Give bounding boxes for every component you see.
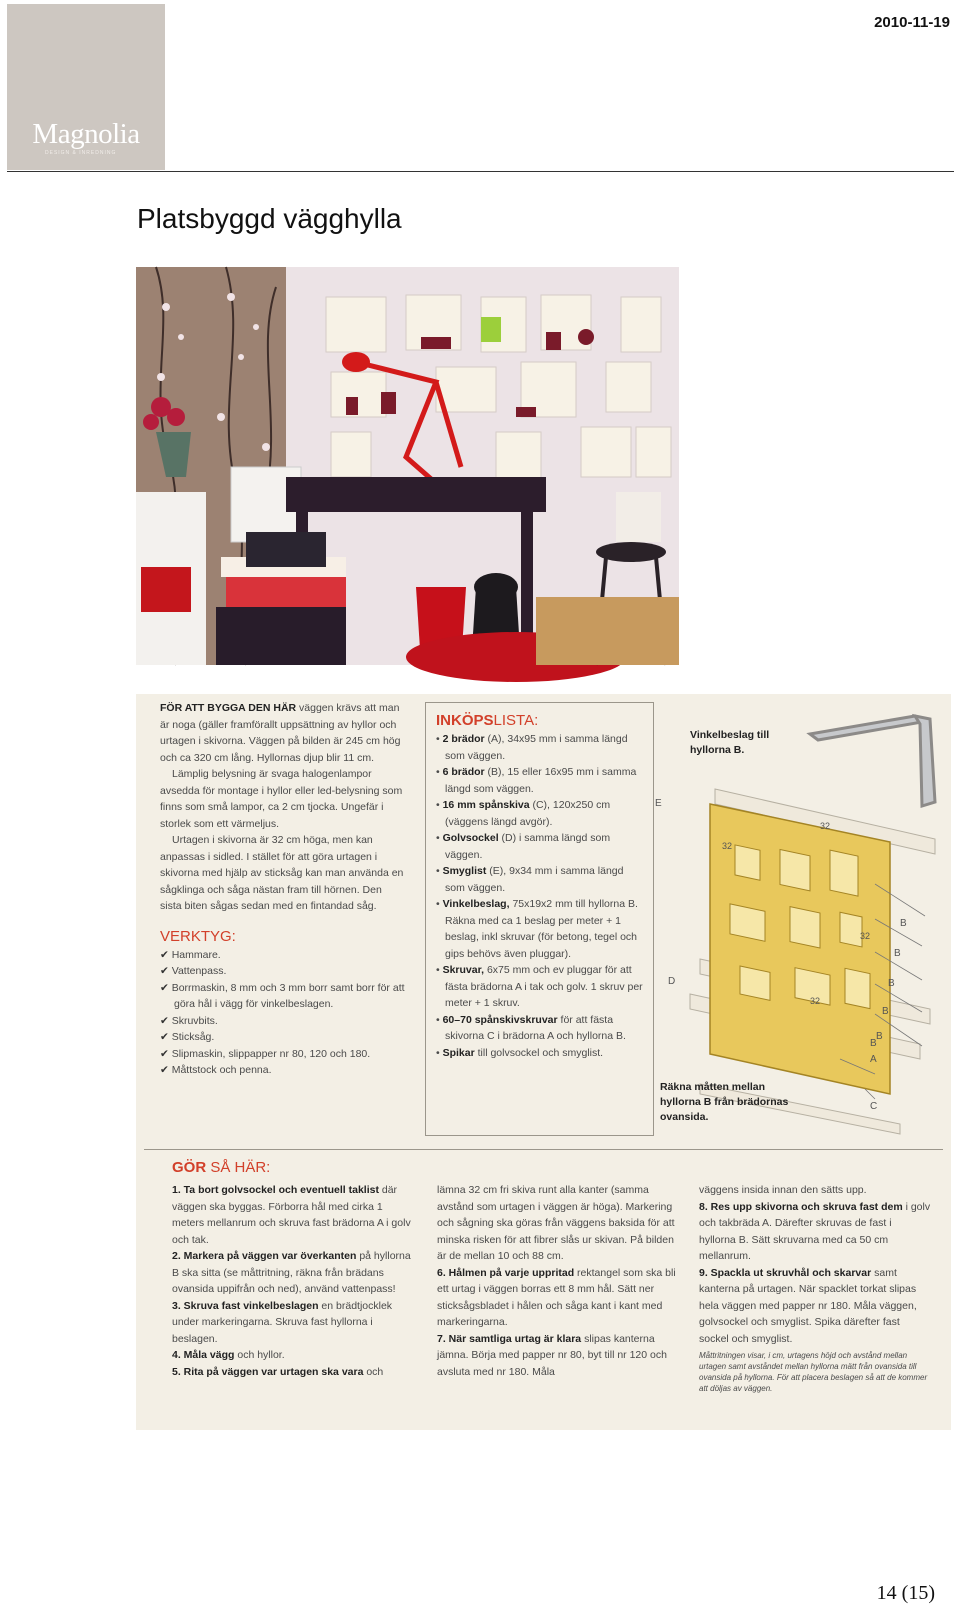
howto-step [172, 1182, 415, 1248]
howto-step-lead: 7. När samtliga urtag är klara [437, 1332, 582, 1345]
bracket-label: Vinkelbeslag till hyllorna B. [690, 729, 770, 756]
shelf-diagram-svg [655, 694, 951, 1138]
tool-item-text: Skruvbits. [171, 1014, 218, 1027]
tool-item-text: Måttstock och penna. [171, 1064, 272, 1076]
logo-tagline: DESIGN & INREDNING [45, 150, 117, 156]
shopping-heading-bold: INKÖPS [436, 712, 494, 729]
letter-a: A [870, 1054, 877, 1065]
bullet-icon: • [436, 898, 443, 910]
howto-step [437, 1265, 680, 1331]
howto-step [172, 1364, 415, 1381]
page-title: Platsbyggd vägghylla [137, 203, 402, 234]
howto-step-text: och hyllor. [234, 1349, 285, 1361]
measure-label: Räkna måtten mellan hyllorna B från brädornas ovansida. [660, 1081, 789, 1123]
tool-item [160, 1046, 405, 1063]
logo-wordmark: Magnolia [32, 118, 140, 150]
checkmark-icon: ✔ [160, 981, 172, 994]
howto-column-2 [437, 1182, 680, 1380]
shelf-diagram [655, 694, 951, 1138]
shopping-item-name: Spikar [442, 1046, 475, 1059]
measure-right: 32 [860, 931, 871, 941]
shopping-item [436, 1045, 644, 1062]
interior-photo [136, 267, 679, 665]
shopping-item-name: Vinkelbeslag, [442, 898, 510, 910]
howto-step-lead: 5. Rita på väggen var urtagen ska vara [172, 1365, 364, 1378]
tool-item-text: Vattenpass. [171, 965, 227, 977]
shopping-item-detail: (A), 34x95 mm i samma längd som väggen. [445, 733, 628, 762]
bullet-icon: • [436, 1013, 443, 1026]
howto-heading-rest: SÅ HÄR: [206, 1159, 271, 1176]
checkmark-icon: ✔ [160, 948, 172, 961]
howto-step [172, 1248, 415, 1298]
howto-column-1 [172, 1182, 415, 1380]
tool-item [160, 947, 405, 964]
howto-step-lead: 9. Spackla ut skruvhål och skarvar [699, 1266, 872, 1279]
tools-list [160, 947, 405, 1079]
shopping-item-name: 60–70 spånskivskruvar [442, 1013, 558, 1026]
letter-d: D [668, 976, 676, 987]
section-divider [144, 1149, 943, 1150]
shopping-items [436, 731, 644, 1061]
howto-step [699, 1199, 931, 1265]
tool-item-text: Borrmaskin, 8 mm och 3 mm borr samt borr för att göra hål i vägg för vinkelbeslagen. [171, 981, 405, 1010]
tool-item-text: Sticksåg. [171, 1031, 215, 1043]
howto-step [699, 1182, 931, 1199]
shopping-list-box [425, 702, 654, 1136]
document-date: 2010-11-19 [874, 14, 950, 31]
tool-item [160, 1029, 405, 1046]
checkmark-icon: ✔ [160, 1014, 172, 1027]
howto-heading [172, 1158, 270, 1178]
howto-step-text: lämna 32 cm fri skiva runt alla kanter (samma avstånd som urtagen i väggen är höga). Markering och sågning ska göras från väggens baksida för att minska risken för att fibrer slås ur skivan. På bilden är de mellan 10 och 88 cm. [437, 1184, 675, 1262]
howto-step-text: rektangel som ska bli ett urtag i väggen borras ett 8 mm hål. Sätt ner sticksågsbladet i hålen och såga kant i kant med markeringarna. [437, 1266, 676, 1328]
tool-item-text: Hammare. [171, 948, 221, 961]
tool-item [160, 963, 405, 980]
interior-photo-illustration [136, 267, 679, 665]
shopping-item-name: 6 brädor [442, 766, 485, 778]
howto-step [437, 1182, 680, 1265]
howto-step-text: väggens insida innan den sätts upp. [699, 1184, 867, 1196]
howto-column-3-items [699, 1182, 931, 1347]
letter-b-5: B [876, 1031, 883, 1042]
howto-step-lead: 2. Markera på väggen var överkanten [172, 1250, 357, 1262]
bullet-icon: • [436, 832, 443, 844]
intro-text: väggen krävs att man är noga (gäller framförallt uppsättning av hyllor och urtagen i skivorna. Väggen på bilden är 245 cm hög och ca 320 cm lång. Hyllornas djup blir 11 cm. [160, 702, 401, 764]
shopping-item [436, 896, 644, 962]
shopping-item [436, 764, 644, 797]
checkmark-icon: ✔ [160, 1047, 172, 1060]
howto-step-text: en brädtjocklek under markeringarna. Skruva fast hyllorna i beslagen. [172, 1299, 393, 1345]
letter-c: C [870, 1101, 878, 1112]
shopping-item-detail: (E), 9x34 mm i samma längd som väggen. [445, 865, 624, 894]
shopping-item-name: Smyglist [442, 865, 487, 877]
shopping-item-name: Golvsockel [442, 832, 499, 844]
measure-top: 32 [820, 821, 831, 831]
page-number: 14 (15) [876, 1582, 935, 1604]
measure-bottom: 32 [810, 996, 821, 1006]
tool-item-text: Slipmaskin, slippapper nr 80, 120 och 180. [171, 1047, 371, 1060]
howto-step-lead: 8. Res upp skivorna och skruva fast dem [699, 1200, 903, 1213]
shopping-item [436, 863, 644, 896]
shopping-item-detail: för att fästa skivorna C i brädorna A och hyllorna B. [445, 1013, 626, 1042]
howto-step [437, 1331, 680, 1381]
shopping-item-name: 16 mm spånskiva [442, 799, 530, 811]
magazine-instructions [136, 694, 951, 1430]
checkmark-icon: ✔ [160, 1031, 172, 1043]
howto-step [699, 1265, 931, 1348]
tool-item [160, 980, 405, 1013]
shopping-list [436, 711, 644, 1061]
howto-step-lead: 3. Skruva fast vinkelbeslagen [172, 1299, 319, 1312]
measure-left: 32 [722, 841, 733, 851]
howto-step-text: i golv och takbräda A. Därefter skruvas de fast i hyllorna B. Sätt skruvarna med ca 50 cm mellanrum. [699, 1200, 931, 1262]
checkmark-icon: ✔ [160, 965, 172, 977]
magnolia-logo [7, 4, 165, 170]
howto-step-lead: 4. Måla vägg [172, 1349, 235, 1361]
tool-item [160, 1013, 405, 1030]
shopping-item [436, 1012, 644, 1045]
shopping-item-detail: (B), 15 eller 16x95 mm i samma längd som väggen. [445, 766, 637, 795]
tool-item [160, 1062, 405, 1079]
shopping-item [436, 731, 644, 764]
shopping-item-detail: (D) i samma längd som väggen. [445, 832, 611, 861]
tools-heading: VERKTYG: [160, 927, 236, 945]
howto-step-lead: 1. Ta bort golvsockel och eventuell taklist [172, 1184, 379, 1196]
bullet-icon: • [436, 766, 443, 778]
letter-e: E [655, 798, 662, 809]
letter-b-2: B [894, 948, 901, 959]
lighting-paragraph: Lämplig belysning är svaga halogenlampor avsedda för montage i hyllor eller led-belysning som finns som små lampor, ca 2 cm tjocka. Ungefär i storlek som ett värmeljus. [160, 768, 403, 830]
header-divider [7, 171, 954, 172]
howto-step [172, 1298, 415, 1348]
shopping-item-detail: 6x75 mm och ev pluggar för att fästa brädorna A i tak och golv. 1 skruv per meter + 1 skruv. [445, 964, 643, 1009]
letter-b-6: B [870, 1038, 877, 1049]
shopping-item-detail: till golvsockel och smyglist. [474, 1046, 604, 1059]
intro-lead: FÖR ATT BYGGA DEN HÄR [160, 702, 297, 714]
shopping-item-name: Skruvar, [442, 964, 485, 976]
shopping-item [436, 797, 644, 830]
howto-note: Måttritningen visar, i cm, urtagens höjd och avstånd mellan urtagen samt avståndet mellan hyllorna mätt från ovansida till ovansida på hyllorna. För att placera beslagen så att de kommer att döljas av väggen. [699, 1351, 928, 1393]
bullet-icon: • [436, 865, 443, 877]
bullet-icon: • [436, 733, 443, 745]
shopping-item [436, 962, 644, 1012]
intro-column [160, 700, 405, 1079]
shopping-item [436, 830, 644, 863]
recesses-paragraph: Urtagen i skivorna är 32 cm höga, men kan anpassas i sidled. I stället för att göra urtagen i skivorna med hjälp av sticksåg kan man använda en sågklinga och såga nästan fram till hörnen. Den sista biten sågas sedan med en fintandad såg. [160, 834, 404, 912]
howto-step-text: där väggen ska byggas. Förborra hål med cirka 1 meters mellanrum och skruva fast brädorna A i golv och tak. [172, 1184, 411, 1246]
howto-step [172, 1347, 415, 1364]
intro-paragraph [160, 700, 405, 766]
shopping-heading [436, 711, 644, 731]
howto-step-lead: 6. Hålmen på varje uppritad [437, 1266, 575, 1279]
bullet-icon: • [436, 964, 443, 976]
howto-step-text: samt kanterna på urtagen. När spacklet torkat slipas hela väggen med papper nr 180. Måla väggen, golvsockel och smyglist. Spika därefter fast sockel och smyglist. [699, 1266, 917, 1345]
howto-heading-bold: GÖR [172, 1159, 207, 1176]
bullet-icon: • [436, 799, 443, 811]
howto-step-text: och [363, 1365, 384, 1378]
howto-step-text: slipas kanterna jämna. Börja med papper nr 80, byt till nr 120 och avsluta med nr 180. Måla [437, 1332, 667, 1378]
howto-step-text: på hyllorna B ska sitta (se måttritning, räkna från brädans ovansida uppifrån och ned), använd vattenpass! [172, 1250, 411, 1295]
letter-b-1: B [900, 918, 907, 929]
checkmark-icon: ✔ [160, 1064, 172, 1076]
bullet-icon: • [436, 1046, 443, 1059]
shopping-item-detail: (C), 120x250 cm (väggens längd avgör). [445, 799, 611, 828]
letter-b-3: B [888, 978, 895, 989]
shopping-item-name: 2 brädor [442, 733, 485, 745]
letter-b-4: B [882, 1006, 889, 1017]
shopping-heading-rest: LISTA: [493, 712, 539, 729]
howto-column-3 [699, 1182, 931, 1394]
shopping-item-detail: 75x19x2 mm till hyllorna B. Räkna med ca 1 beslag per meter + 1 beslag, inkl skruvar (för betong, tegel och gips behövs även pluggar). [445, 898, 638, 960]
